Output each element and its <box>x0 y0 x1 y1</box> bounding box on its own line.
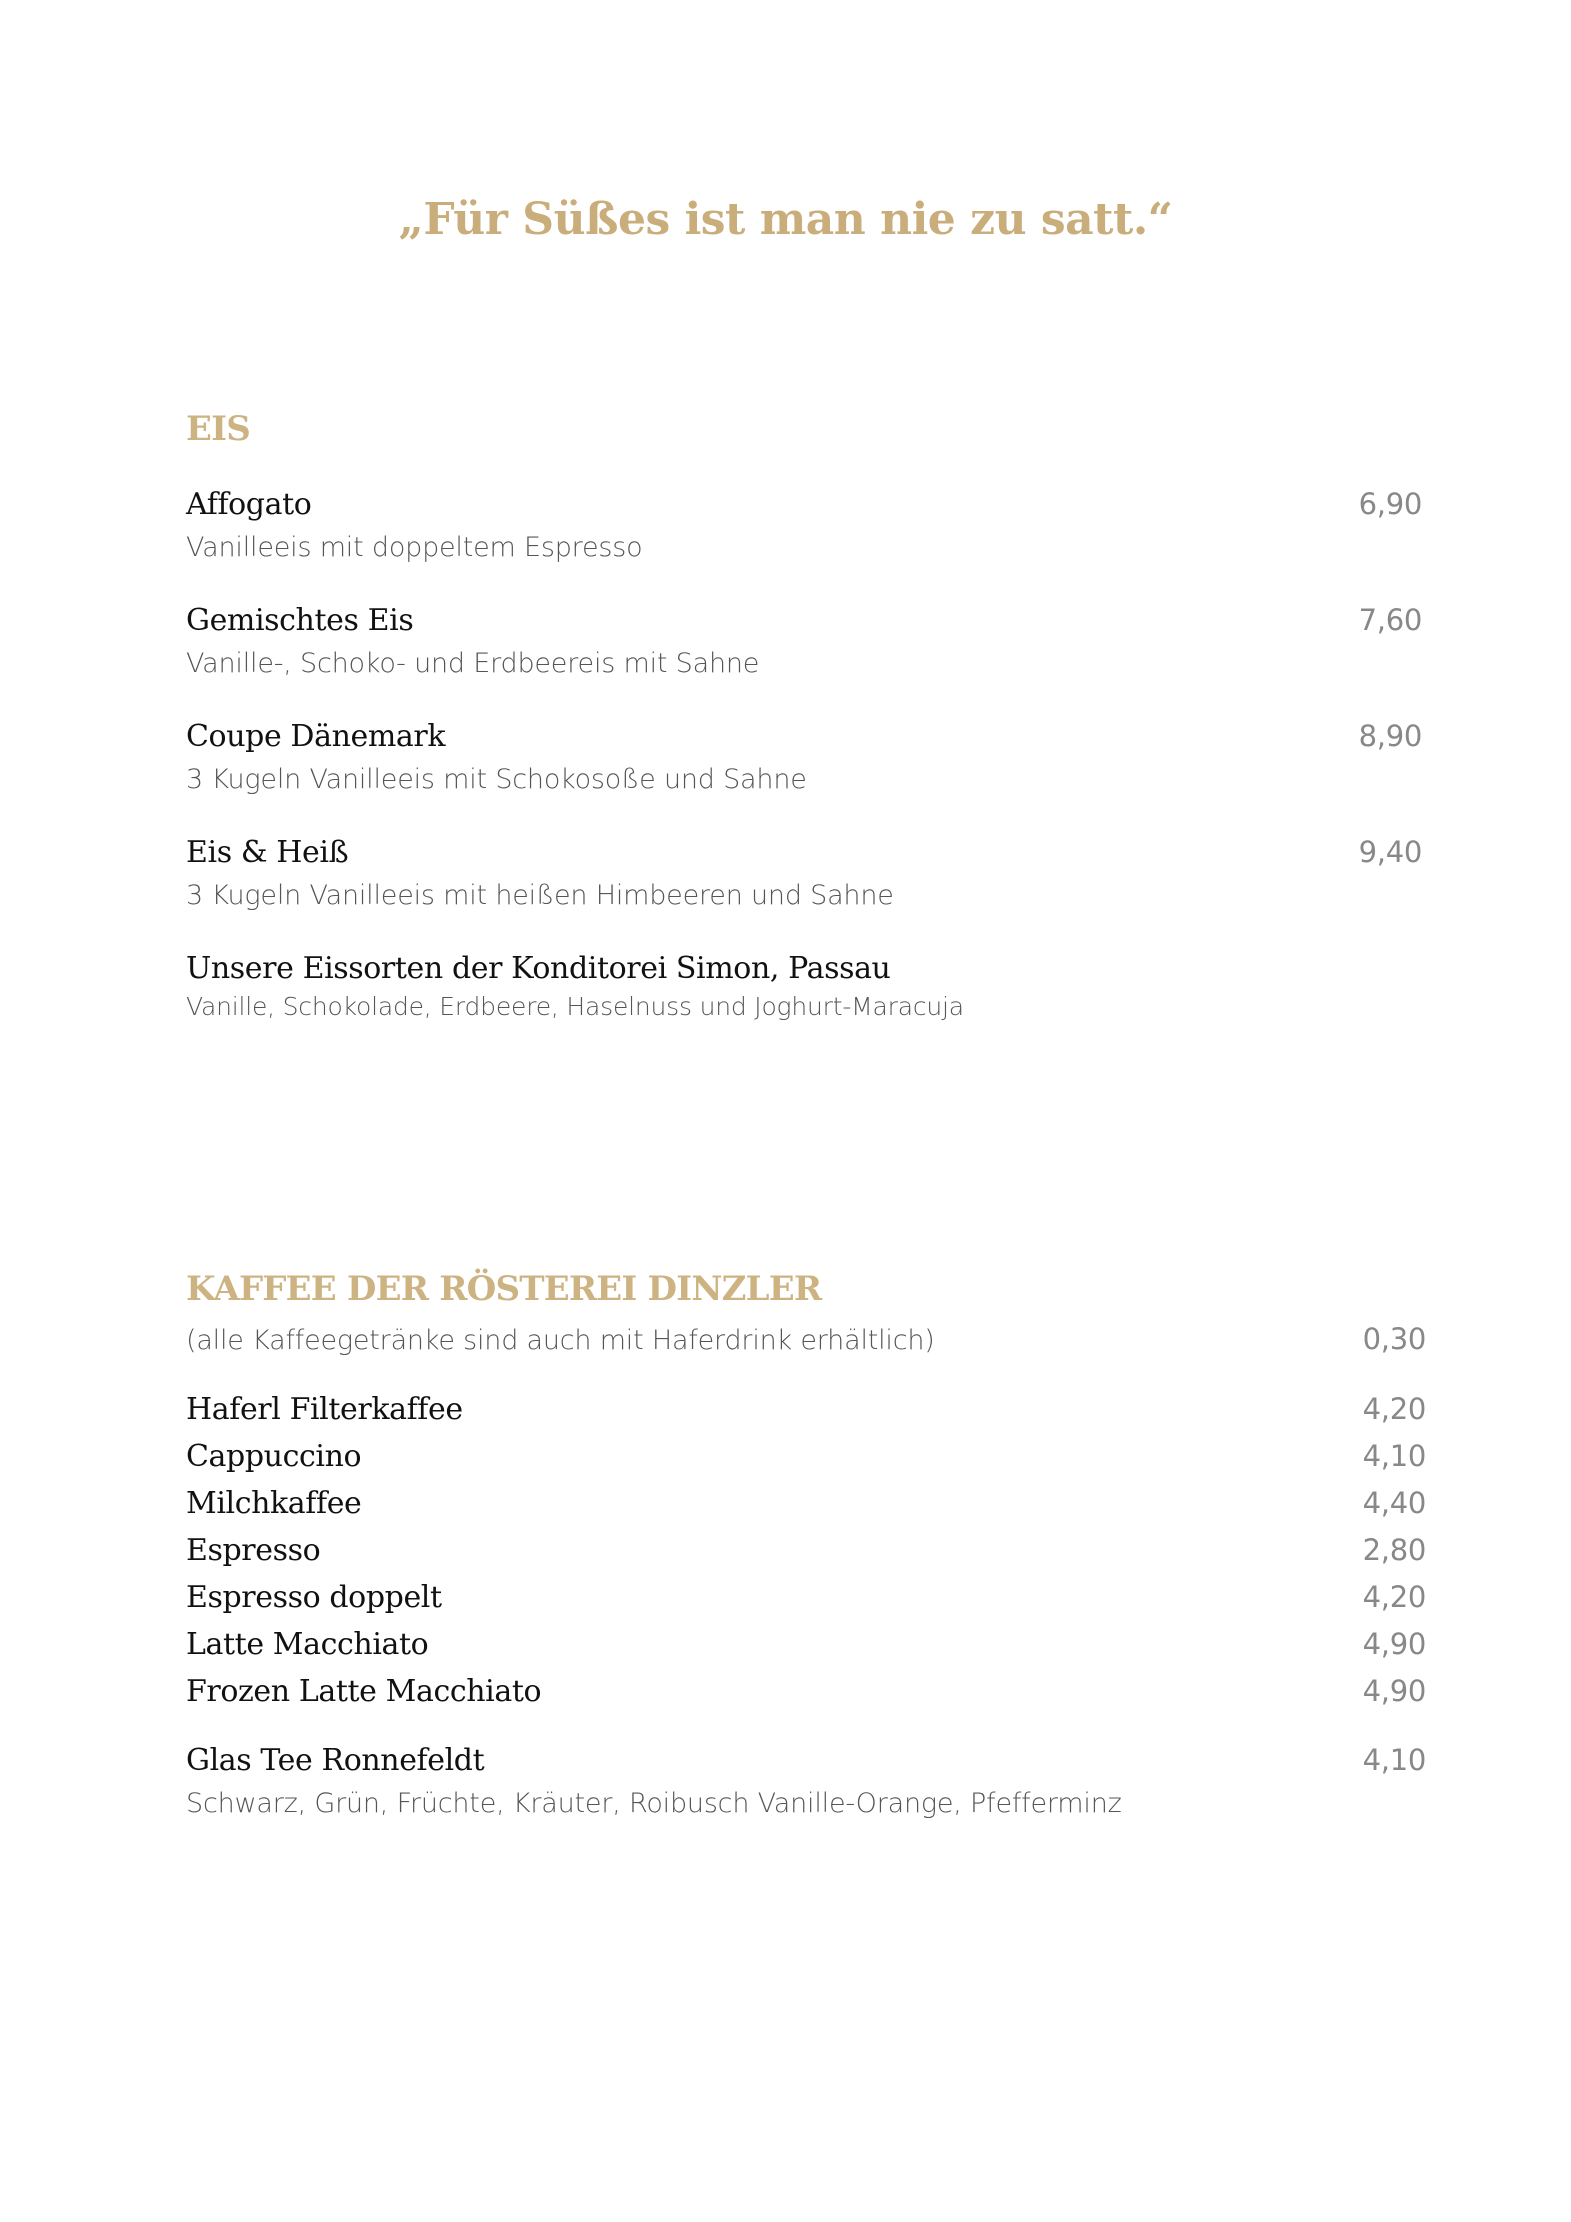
eis-section <box>186 409 1422 1021</box>
menu-item-eissorten <box>186 951 1422 1021</box>
item-name: Gemischtes Eis <box>186 603 414 638</box>
menu-item-glas-tee <box>186 1743 1426 1819</box>
item-price: 4,10 <box>1362 1439 1426 1473</box>
item-description: Schwarz, Grün, Früchte, Kräuter, Roibusch Vanille-Orange, Pfefferminz <box>186 1788 1122 1819</box>
item-name: Haferl Filterkaffee <box>186 1392 463 1427</box>
item-price: 4,20 <box>1362 1392 1426 1426</box>
menu-item-espresso-doppelt <box>186 1580 1426 1615</box>
item-name: Latte Macchiato <box>186 1627 429 1662</box>
item-name: Milchkaffee <box>186 1486 362 1521</box>
kaffee-section-title: KAFFEE DER RÖSTEREI DINZLER <box>186 1269 822 1309</box>
kaffee-note: (alle Kaffeegetränke sind auch mit Haferdrink erhältlich) <box>186 1325 935 1356</box>
menu-item-cappuccino <box>186 1439 1426 1474</box>
item-price: 4,90 <box>1362 1674 1426 1708</box>
item-name: Coupe Dänemark <box>186 719 446 754</box>
item-price: 4,40 <box>1362 1486 1426 1520</box>
item-name: Affogato <box>186 487 312 522</box>
menu-item-milchkaffee <box>186 1486 1426 1521</box>
menu-item-frozen-latte-macchiato <box>186 1674 1426 1709</box>
item-description: Vanilleeis mit doppeltem Espresso <box>186 532 643 563</box>
item-description: Vanille-, Schoko- und Erdbeereis mit Sahne <box>186 648 760 679</box>
item-name: Glas Tee Ronnefeldt <box>186 1743 485 1778</box>
item-name: Espresso doppelt <box>186 1580 442 1615</box>
kaffee-section <box>186 1269 1426 1819</box>
menu-item-coupe-daenemark <box>186 719 1422 795</box>
item-price: 7,60 <box>1358 603 1422 637</box>
menu-item-haferl-filterkaffee <box>186 1392 1426 1427</box>
menu-item-gemischtes-eis <box>186 603 1422 679</box>
page-tagline: „Für Süßes ist man nie zu satt.“ <box>398 194 1173 245</box>
item-name: Frozen Latte Macchiato <box>186 1674 542 1709</box>
item-name: Eis & Heiß <box>186 835 349 870</box>
menu-item-latte-macchiato <box>186 1627 1426 1662</box>
item-price: 8,90 <box>1358 719 1422 753</box>
item-name: Espresso <box>186 1533 321 1568</box>
item-price: 4,20 <box>1362 1580 1426 1614</box>
menu-item-eis-heiss <box>186 835 1422 911</box>
item-description: Vanille, Schokolade, Erdbeere, Haselnuss und Joghurt-Maracuja <box>186 992 964 1021</box>
item-price: 4,10 <box>1362 1743 1426 1777</box>
item-price: 9,40 <box>1358 835 1422 869</box>
item-name: Unsere Eissorten der Konditorei Simon, Passau <box>186 951 891 986</box>
kaffee-note-price: 0,30 <box>1362 1322 1426 1356</box>
item-price: 2,80 <box>1362 1533 1426 1567</box>
eis-section-title: EIS <box>186 409 250 449</box>
menu-item-espresso <box>186 1533 1426 1568</box>
kaffee-note-row <box>186 1322 1426 1356</box>
item-description: 3 Kugeln Vanilleeis mit heißen Himbeeren und Sahne <box>186 880 894 911</box>
item-description: 3 Kugeln Vanilleeis mit Schokosoße und Sahne <box>186 764 807 795</box>
item-price: 6,90 <box>1358 487 1422 521</box>
menu-item-affogato <box>186 487 1422 563</box>
item-price: 4,90 <box>1362 1627 1426 1661</box>
item-name: Cappuccino <box>186 1439 362 1474</box>
